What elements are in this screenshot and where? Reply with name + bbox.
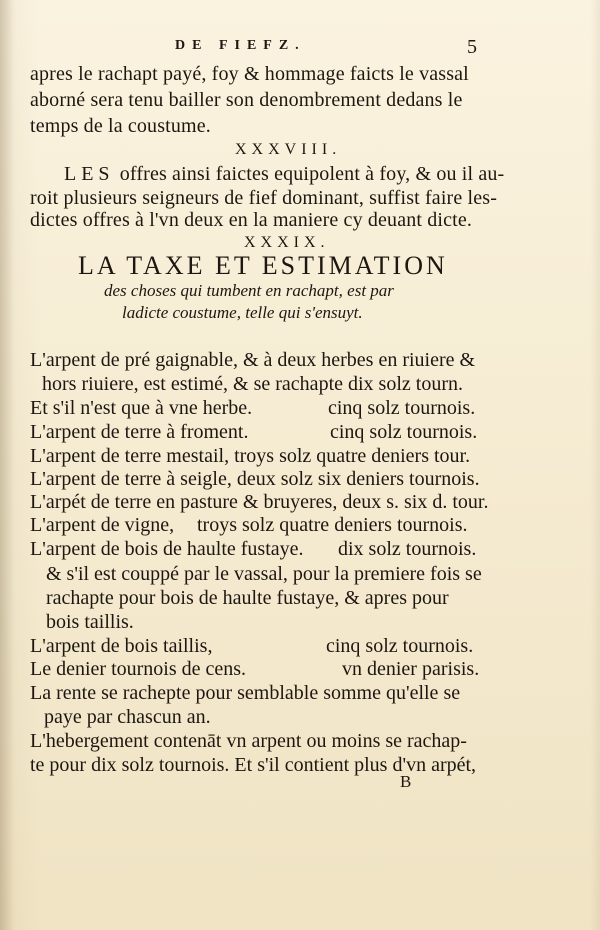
tax-line-10-right: cinq solz tournois.	[326, 635, 474, 657]
tax-line-2-right: cinq solz tournois.	[328, 397, 476, 419]
section-38-lead: LES	[64, 163, 115, 185]
section-38-line-1	[64, 162, 504, 186]
section-38-line-3: dictes offres à l'vn deux en la maniere cy deuant dicte.	[30, 209, 473, 231]
tax-line-13: L'hebergement contenāt vn arpent ou moins se rachap-	[30, 730, 467, 752]
tax-line-1: L'arpent de pré gaignable, & à deux herbes en riuiere &	[30, 349, 476, 371]
tax-line-7-right: troys solz quatre deniers tournois.	[197, 514, 468, 536]
tax-line-9: & s'il est couppé par le vassal, pour la premiere fois se	[46, 563, 482, 585]
section-38-number: XXXVIII.	[235, 141, 342, 158]
tax-line-6: L'arpét de terre en pasture & bruyeres, deux s. six d. tour.	[30, 491, 489, 513]
tax-line-9-continuation-1: rachapte pour bois de haulte fustaye, & apres pour	[46, 587, 449, 609]
tax-line-12-continuation: paye par chascun an.	[44, 706, 211, 728]
section-39-subtitle-2: ladicte coustume, telle qui s'ensuyt.	[122, 303, 363, 322]
section-39-number: XXXIX.	[244, 234, 330, 251]
page-edge-shadow	[590, 0, 600, 930]
signature-mark: B	[400, 772, 412, 791]
tax-line-4: L'arpent de terre mestail, troys solz quatre deniers tour.	[30, 445, 471, 467]
paragraph-1-line-2: aborné sera tenu bailler son denombrement dedans le	[30, 89, 463, 111]
tax-line-8-right: dix solz tournois.	[338, 538, 477, 560]
tax-line-8-left: L'arpent de bois de haulte fustaye.	[30, 538, 304, 560]
tax-line-11-left: Le denier tournois de cens.	[30, 658, 247, 680]
tax-line-3-left: L'arpent de terre à froment.	[30, 421, 249, 443]
tax-line-11-right: vn denier parisis.	[342, 658, 480, 680]
tax-line-2-left: Et s'il n'est que à vne herbe.	[30, 397, 253, 419]
paragraph-1-line-3: temps de la coustume.	[30, 115, 211, 137]
tax-line-10-left: L'arpent de bois taillis,	[30, 635, 213, 657]
paragraph-1-line-1: apres le rachapt payé, foy & hommage faicts le vassal	[30, 63, 469, 85]
running-head: DE FIEFZ.	[175, 38, 306, 53]
tax-line-7-left: L'arpent de vigne,	[30, 514, 175, 536]
tax-line-9-continuation-2: bois taillis.	[46, 611, 134, 633]
tax-line-12: La rente se rachepte pour semblable somme qu'elle se	[30, 682, 461, 704]
tax-line-3-right: cinq solz tournois.	[330, 421, 478, 443]
folio-number: 5	[467, 36, 477, 58]
page-header	[175, 38, 475, 60]
section-39-title: LA TAXE ET ESTIMATION	[78, 251, 448, 280]
section-38-line-2: roit plusieurs seigneurs de fief dominant, suffist faire les-	[30, 187, 498, 209]
tax-line-5: L'arpent de terre à seigle, deux solz six deniers tournois.	[30, 468, 480, 490]
section-38-line-1-text: offres ainsi faictes equipolent à foy, & ou il au-	[119, 163, 505, 185]
tax-line-1-continuation: hors riuiere, est estimé, & se rachapte dix solz tourn.	[42, 373, 463, 395]
tax-line-13-continuation: te pour dix solz tournois. Et s'il contient plus d'vn arpét,	[30, 754, 477, 776]
section-39-subtitle-1: des choses qui tumbent en rachapt, est par	[104, 281, 394, 300]
page-gutter-shadow	[0, 0, 14, 930]
